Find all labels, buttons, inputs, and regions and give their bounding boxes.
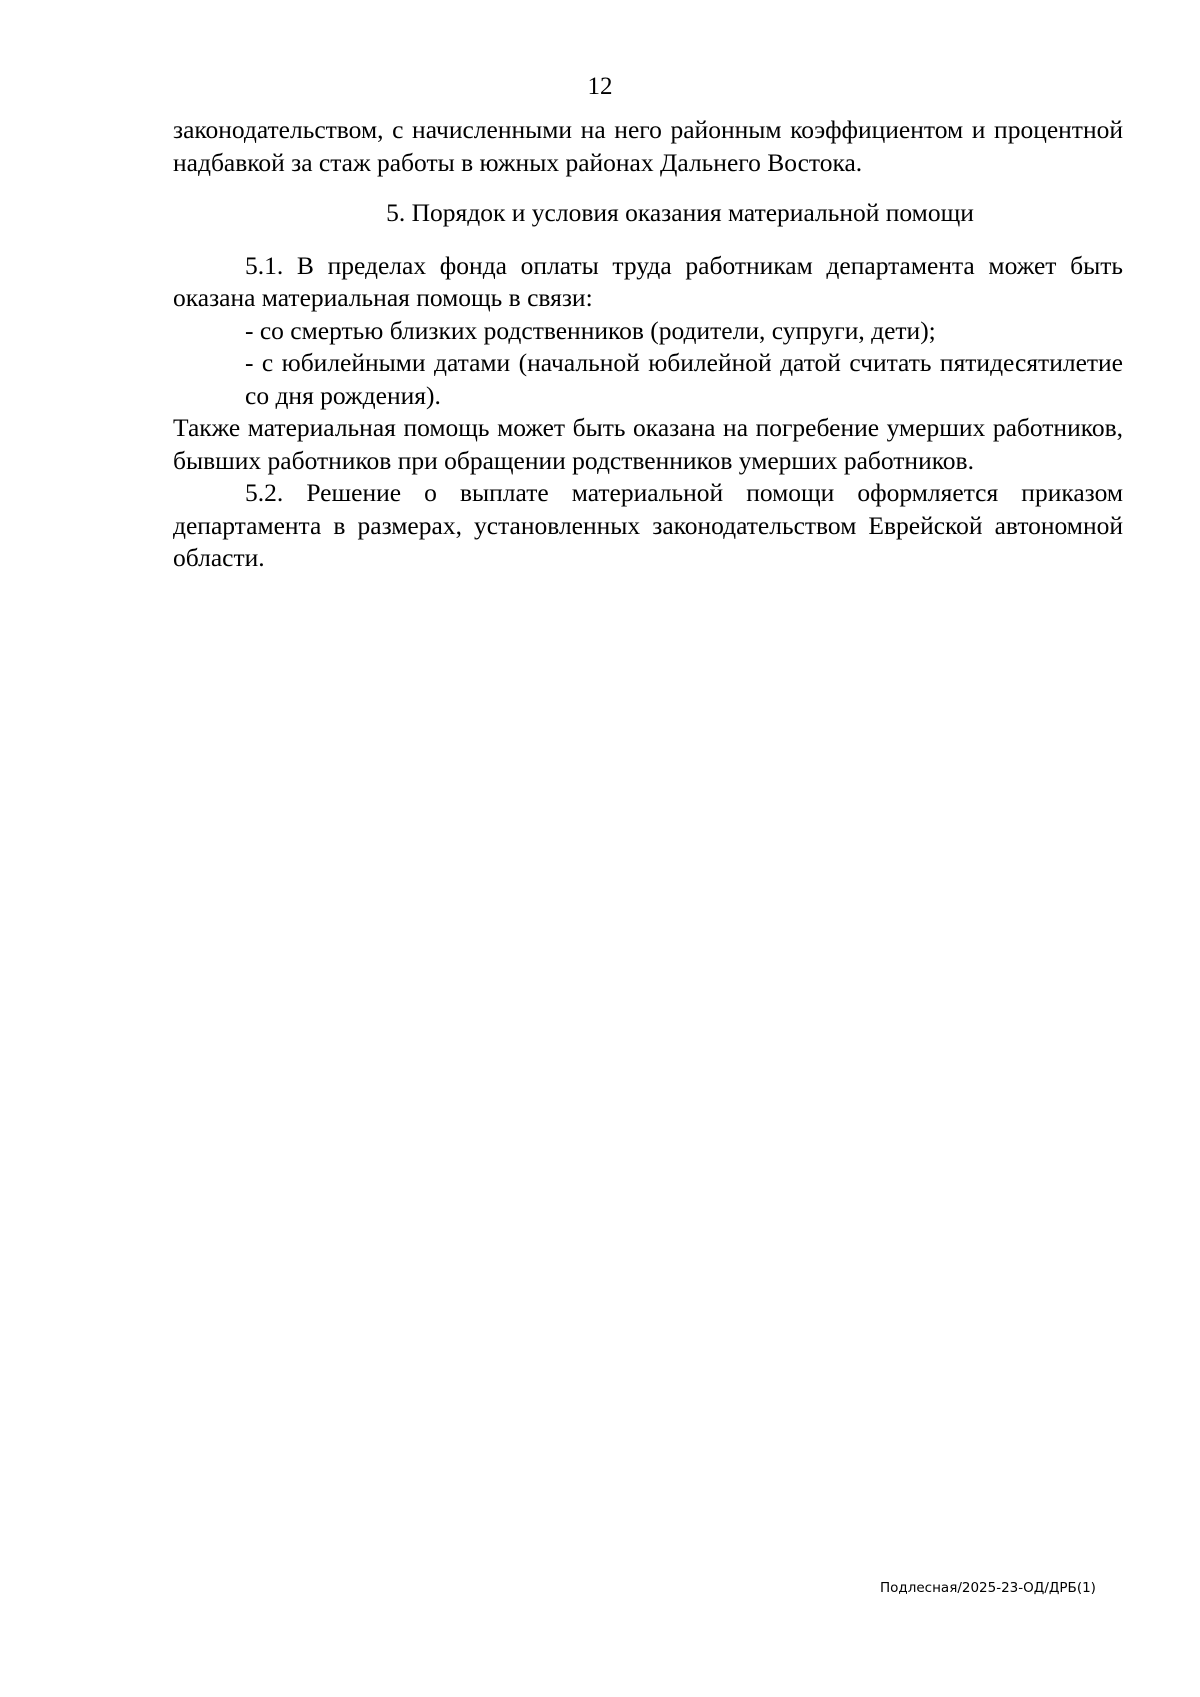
paragraph-burial: Также материальная помощь может быть оказана на погребение умерших работников, бывших работников при обращении родственников умерших работников. bbox=[173, 413, 1123, 475]
document-code: Подлесная/2025-23-ОД/ДРБ(1) bbox=[880, 1580, 1096, 1596]
paragraph-5-2: 5.2. Решение о выплате материальной помощи оформляется приказом департамента в размерах, установленных законодательством Еврейской автономной области. bbox=[173, 478, 1123, 572]
list-item-jubilee: - с юбилейными датами (начальной юбилейной датой считать пятидесятилетие со дня рождения). bbox=[245, 348, 1123, 410]
paragraph-5-1: 5.1. В пределах фонда оплаты труда работникам департамента может быть оказана материальная помощь в связи: bbox=[173, 250, 1123, 312]
section-heading: 5. Порядок и условия оказания материальной помощи bbox=[386, 198, 974, 227]
document-body bbox=[173, 114, 1123, 575]
list-item-death: - со смертью близких родственников (родители, супруги, дети); bbox=[245, 315, 936, 345]
continuation-paragraph: законодательством, с начисленными на него районным коэффициентом и процентной надбавкой за стаж работы в южных районах Дальнего Востока. bbox=[173, 115, 1123, 177]
page-number: 12 bbox=[587, 73, 613, 100]
